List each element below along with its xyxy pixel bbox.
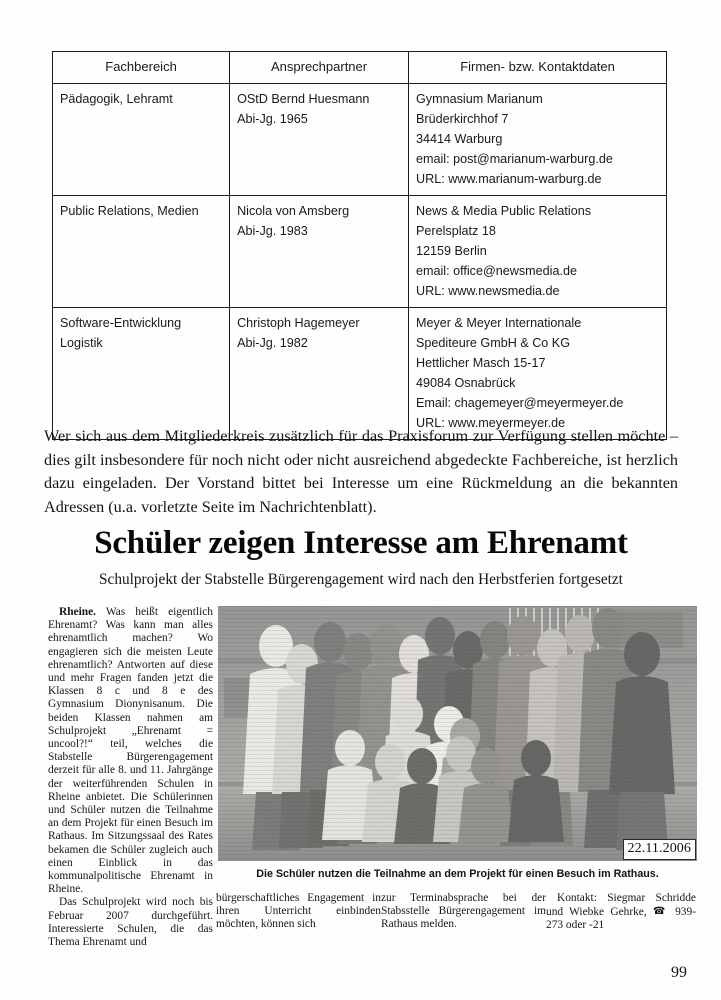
cell-line: Public Relations, Medien	[60, 204, 199, 218]
group-photo	[218, 606, 697, 861]
cell-line: Pädagogik, Lehramt	[60, 92, 173, 106]
cell-kontaktdaten	[409, 308, 667, 440]
article-dateline: Rheine.	[59, 606, 97, 618]
article-paragraph: bürgerschaftliches Engagement in ihren Unterricht einbinden möchten, können sich	[216, 892, 381, 931]
table-row	[53, 308, 667, 440]
cell-line: Brüderkirchhof 7	[416, 112, 509, 126]
telephone-icon: ☎	[652, 906, 669, 918]
cell-fachbereich	[53, 308, 230, 440]
cell-line: OStD Bernd Huesmann	[237, 92, 370, 106]
table-body	[53, 84, 667, 440]
column-header-kontaktdaten: Firmen- bzw. Kontaktdaten	[409, 52, 667, 84]
column-header-fachbereich: Fachbereich	[53, 52, 230, 84]
cell-line: 34414 Warburg	[416, 132, 503, 146]
cell-line-url: URL: www.meyermeyer.de	[416, 416, 566, 430]
table-row	[53, 196, 667, 308]
cell-line: Abi-Jg. 1983	[237, 224, 308, 238]
cell-line: Meyer & Meyer Internationale	[416, 316, 582, 330]
article-paragraph	[546, 892, 696, 933]
cell-line-email: email: post@marianum-warburg.de	[416, 152, 613, 166]
contact-names: Kontakt: Siegmar Schridde und Wiebke Gehrke,	[546, 892, 696, 919]
cell-ansprechpartner	[230, 84, 409, 196]
article-subheadline: Schulprojekt der Stabstelle Bürgerengagement wird nach den Herbstferien fortgesetzt	[99, 571, 623, 588]
cell-line-email: email: office@newsmedia.de	[416, 264, 577, 278]
article-paragraph	[48, 606, 213, 896]
cell-line: Abi-Jg. 1965	[237, 112, 308, 126]
cell-line-url: URL: www.marianum-warburg.de	[416, 172, 602, 186]
cell-line: Nicola von Amsberg	[237, 204, 350, 218]
cell-line-email: Email: chagemeyer@meyermeyer.de	[416, 396, 624, 410]
article-paragraph: Das Schulprojekt wird noch bis Februar 2007 durchgeführt. Interessierte Schulen, die das Thema Ehrenamt und	[48, 896, 213, 949]
article-headline: Schüler zeigen Interesse am Ehrenamt	[94, 525, 628, 561]
table-header-row	[53, 52, 667, 84]
column-header-ansprechpartner: Ansprechpartner	[230, 52, 409, 84]
cell-line: Perelsplatz 18	[416, 224, 496, 238]
cell-kontaktdaten	[409, 196, 667, 308]
article-column-4-contact	[546, 892, 696, 933]
table-header	[53, 52, 667, 84]
table-row	[53, 84, 667, 196]
article-body	[48, 606, 696, 956]
intro-paragraph: Wer sich aus dem Mitgliederkreis zusätzlich für das Praxisforum zur Verfügung stellen möchte – dies gilt insbesondere für noch nicht oder nicht ausreichend abgedeckte Fachbereiche, ist herzlich dazu eingeladen. Der Vorstand bittet bei Interesse um eine Rückmeldung an die bekannten Adressen (u.a. vorletzte Seite im Nachrichtenblatt).	[44, 427, 678, 516]
cell-kontaktdaten	[409, 84, 667, 196]
contact-table	[52, 51, 667, 440]
photo-caption: Die Schüler nutzen die Teilnahme an dem Projekt für einen Besuch im Rathaus.	[256, 868, 659, 880]
article-column-2	[216, 892, 381, 932]
cell-ansprechpartner	[230, 308, 409, 440]
cell-line: Logistik	[60, 336, 103, 350]
cell-line: 12159 Berlin	[416, 244, 487, 258]
article-photo-figure	[218, 606, 697, 861]
cell-line: Hettlicher Masch 15-17	[416, 356, 546, 370]
article-text: Was heißt eigentlich Ehrenamt? Was kann man alles ehrenamtlich machen? Wo engagieren sich die meisten Leute ehrenamtlich? Antworten auf diese und mehr Fragen fanden jetzt die Klassen 8 c und 8 e des Gymnasium Dionynisanum. Die beiden Klassen nahmen am Schulprojekt „Ehrenamt = uncool?!“ teil, welches die Stabstelle Bürgerengagement derzeit für alle 8. und 11. Jahrgänge der weiterführenden Schulen in Rheine anbietet. Die Schülerinnen und Schüler nutzen die Teilnahme an dem Projekt für einen Besuch im Rathaus. Im Sitzungssaal des Rates bekamen die Schüler zugleich auch einen Einblick in das kommunalpolitische Ehrenamt in Rheine.	[48, 606, 213, 896]
article-column-3	[381, 892, 546, 932]
photo-date-stamp: 22.11.2006	[623, 839, 696, 860]
cell-line: Abi-Jg. 1982	[237, 336, 308, 350]
cell-ansprechpartner	[230, 196, 409, 308]
article-paragraph: zur Terminabsprache bei der Stabsstelle Bürgerengagement im Rathaus melden.	[381, 892, 546, 931]
article-header	[44, 524, 678, 589]
article-bottom-columns	[48, 892, 696, 954]
cell-line: 49084 Osnabrück	[416, 376, 516, 390]
cell-fachbereich	[53, 196, 230, 308]
cell-fachbereich	[53, 84, 230, 196]
cell-line: Spediteure GmbH & Co KG	[416, 336, 571, 350]
cell-line: Christoph Hagemeyer	[237, 316, 360, 330]
page-number: 99	[671, 964, 687, 981]
cell-line: News & Media Public Relations	[416, 204, 592, 218]
cell-line: Gymnasium Marianum	[416, 92, 543, 106]
contact-phone: 939-273 oder -21	[546, 906, 696, 932]
cell-line: Software-Entwicklung	[60, 316, 182, 330]
cell-line-url: URL: www.newsmedia.de	[416, 284, 560, 298]
